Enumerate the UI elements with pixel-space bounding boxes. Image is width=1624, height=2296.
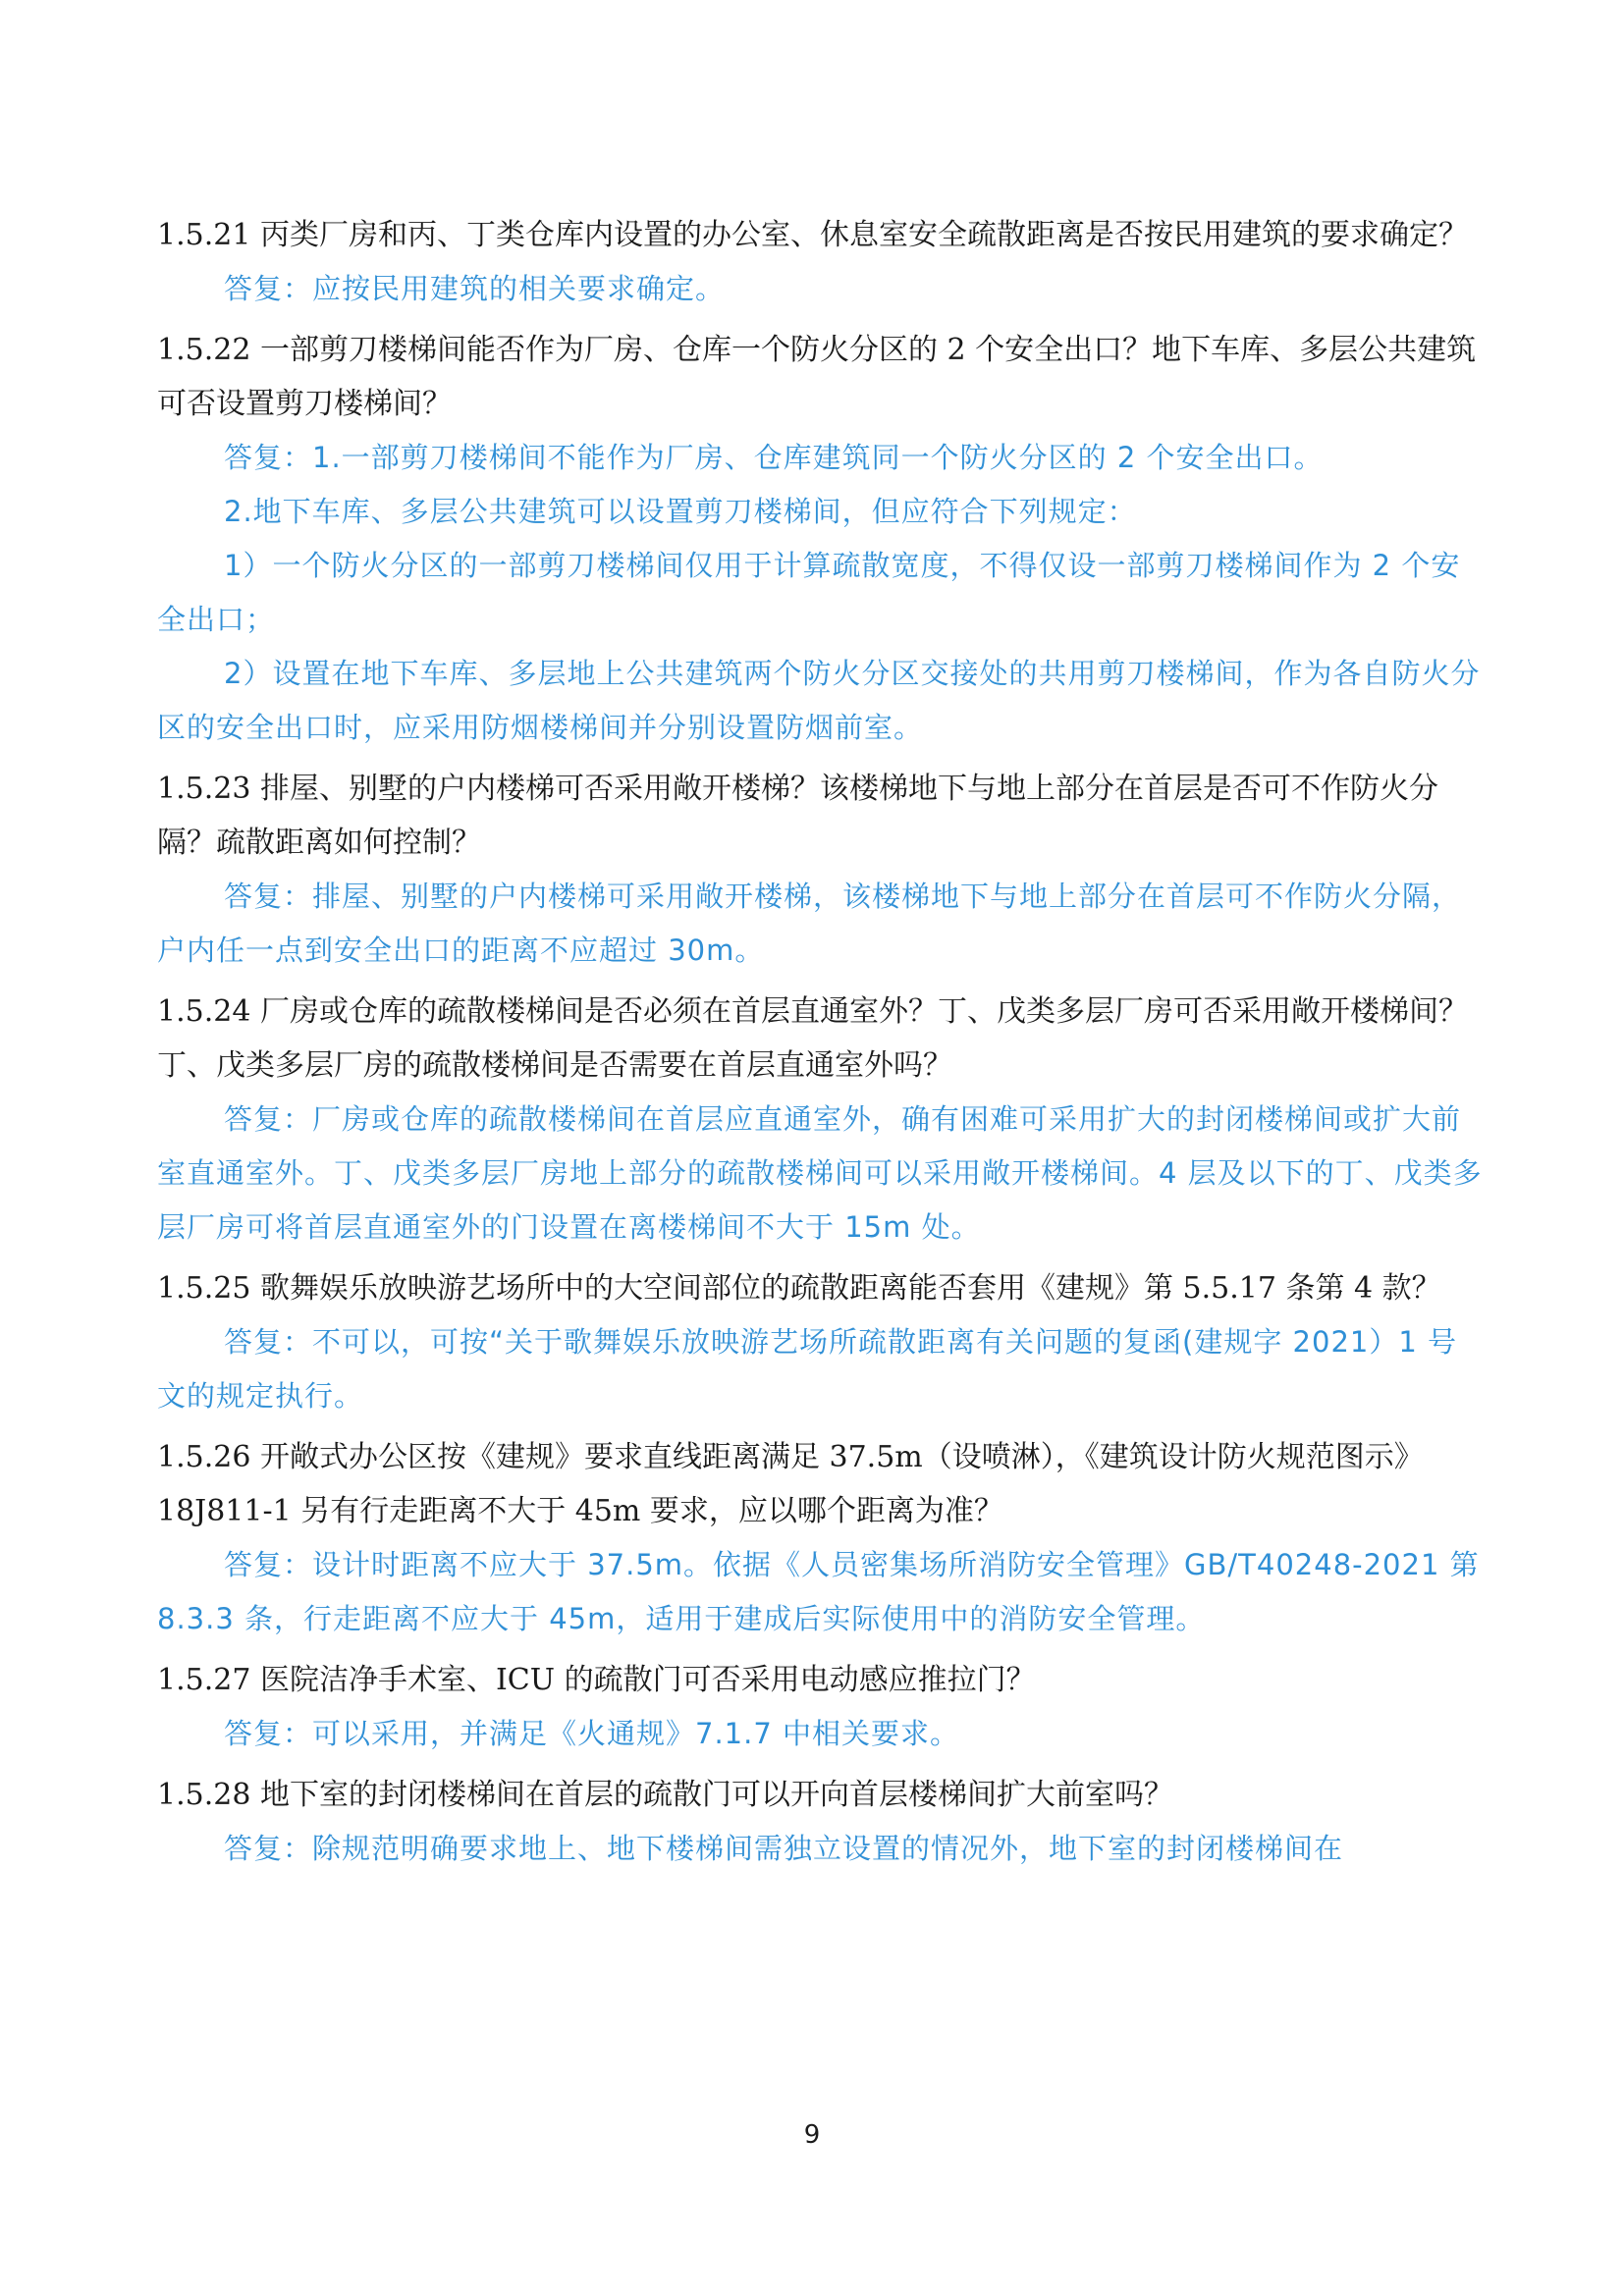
answer-text: 2）设置在地下车库、多层地上公共建筑两个防火分区交接处的共用剪刀楼梯间，作为各自防火分区的安全出口时，应采用防烟楼梯间并分别设置防烟前室。 (157, 657, 1481, 744)
question-text: 1.5.23 排屋、别墅的户内楼梯可否采用敞开楼梯？该楼梯地下与地上部分在首层是否可不作防火分隔？疏散距离如何控制？ (157, 772, 1438, 860)
question-text: 1.5.28 地下室的封闭楼梯间在首层的疏散门可以开向首层楼梯间扩大前室吗？ (157, 1778, 1173, 1812)
answer-text: 2.地下车库、多层公共建筑可以设置剪刀楼梯间，但应符合下列规定： (224, 495, 1137, 528)
question-text: 1.5.26 开敞式办公区按《建规》要求直线距离满足 37.5m（设喷淋），《建筑设计防火规范图示》18J811-1 另有行走距离不大于 45m 要求，应以哪个距离为准？ (157, 1440, 1424, 1528)
qa-item-1-5-23 (157, 762, 1485, 978)
qa-item-1-5-24 (157, 985, 1485, 1255)
qa-item-1-5-21 (157, 208, 1485, 316)
answer-text: 答复：排屋、别墅的户内楼梯可采用敞开楼梯，该楼梯地下与地上部分在首层可不作防火分隔，户内任一点到安全出口的距离不应超过 30m。 (157, 880, 1462, 967)
answer-text: 答复：除规范明确要求地上、地下楼梯间需独立设置的情况外，地下室的封闭楼梯间在 (224, 1832, 1344, 1865)
question-text: 1.5.27 医院洁净手术室、ICU 的疏散门可否采用电动感应推拉门？ (157, 1663, 1036, 1697)
answer-text: 答复：不可以，可按“关于歌舞娱乐放映游艺场所疏散距离有关问题的复函(建规字 2021）1 号文的规定执行。 (157, 1325, 1458, 1413)
qa-item-1-5-25 (157, 1261, 1485, 1423)
document-body (157, 208, 1485, 1876)
answer-text: 答复：1.一部剪刀楼梯间不能作为厂房、仓库建筑同一个防火分区的 2 个安全出口。 (224, 441, 1324, 474)
qa-item-1-5-22 (157, 323, 1485, 755)
answer-text: 答复：应按民用建筑的相关要求确定。 (224, 272, 726, 305)
question-text: 1.5.22 一部剪刀楼梯间能否作为厂房、仓库一个防火分区的 2 个安全出口？地下车库、多层公共建筑可否设置剪刀楼梯间？ (157, 333, 1477, 421)
question-text: 1.5.25 歌舞娱乐放映游艺场所中的大空间部位的疏散距离能否套用《建规》第 5.5.17 条第 4 款？ (157, 1271, 1441, 1306)
page-number: 9 (803, 2120, 821, 2150)
question-text: 1.5.24 厂房或仓库的疏散楼梯间是否必须在首层直通室外？丁、戊类多层厂房可否采用敞开楼梯间？丁、戊类多层厂房的疏散楼梯间是否需要在首层直通室外吗？ (157, 994, 1468, 1083)
question-text: 1.5.21 丙类厂房和丙、丁类仓库内设置的办公室、休息室安全疏散距离是否按民用建筑的要求确定？ (157, 218, 1468, 252)
qa-item-1-5-26 (157, 1430, 1485, 1646)
qa-item-1-5-28 (157, 1768, 1485, 1876)
answer-text: 1）一个防火分区的一部剪刀楼梯间仅用于计算疏散宽度，不得仅设一部剪刀楼梯间作为 2 个安全出口； (157, 549, 1461, 636)
answer-text: 答复：厂房或仓库的疏散楼梯间在首层应直通室外，确有困难可采用扩大的封闭楼梯间或扩大前室直通室外。丁、戊类多层厂房地上部分的疏散楼梯间可以采用敞开楼梯间。4 层及以下的丁、戊类多层厂房可将首层直通室外的门设置在离楼梯间不大于 15m 处。 (157, 1102, 1483, 1244)
answer-text: 答复：设计时距离不应大于 37.5m。依据《人员密集场所消防安全管理》GB/T40248-2021 第 8.3.3 条，行走距离不应大于 45m，适用于建成后实际使用中的消防安全管理。 (157, 1548, 1480, 1635)
answer-text: 答复：可以采用，并满足《火通规》7.1.7 中相关要求。 (224, 1717, 960, 1750)
qa-item-1-5-27 (157, 1653, 1485, 1761)
